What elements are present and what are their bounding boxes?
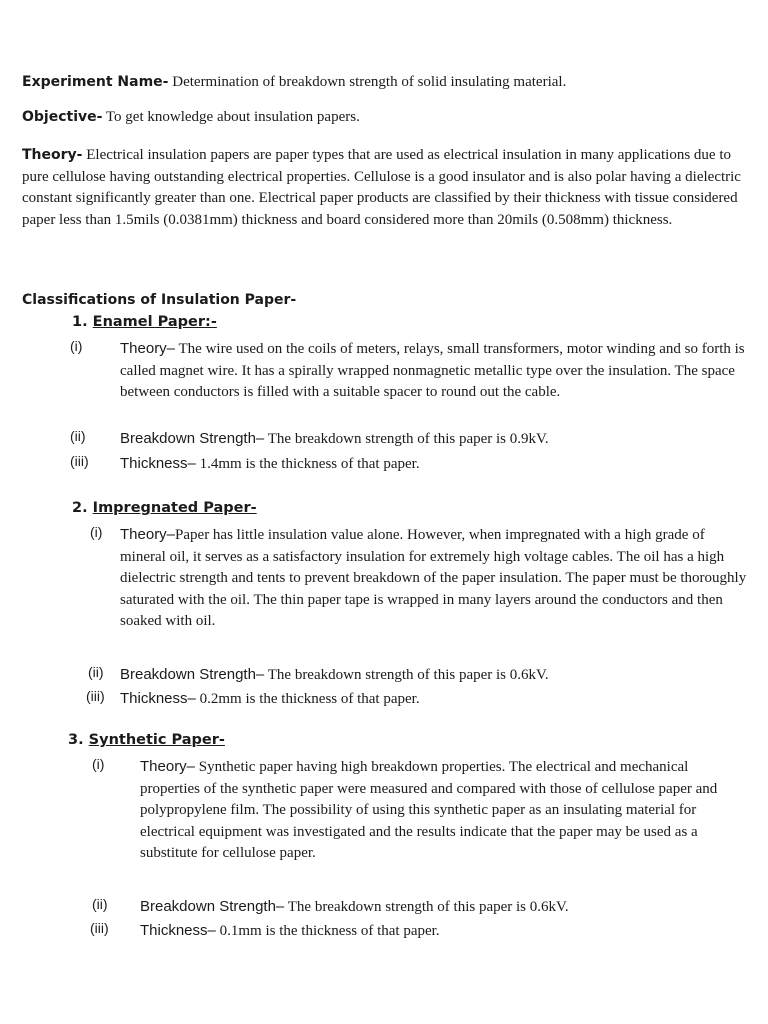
impregnated-paper-number: 2. — [72, 500, 88, 516]
impregnated-item-1-theory — [120, 524, 750, 633]
impregnated-item-1-text: Paper has little insulation value alone. However, when impregnated with a high grade of mineral oil, it serves as a satisfactory insulation for extremely high voltage cables. The oil has a high dielectric strength and tents to prevent breakdown of the paper insulation. The paper must be thoroughly saturated with the oil. The thin paper tape is wrapped in many layers around the conductors and then soaked with oil. — [120, 527, 747, 629]
enamel-item-2-number: (ii) — [70, 428, 86, 444]
impregnated-paper-name: Impregnated Paper- — [92, 500, 257, 516]
impregnated-paper-heading — [72, 500, 257, 516]
enamel-paper-heading — [72, 314, 217, 330]
theory-label: Theory- — [22, 147, 83, 163]
synthetic-paper-name: Synthetic Paper- — [88, 732, 225, 748]
experiment-name-label: Experiment Name- — [22, 74, 169, 90]
synthetic-paper-number: 3. — [68, 732, 84, 748]
impregnated-item-2-text: The breakdown strength of this paper is 0.6kV. — [264, 667, 549, 683]
classifications-title: Classifications of Insulation Paper- — [22, 292, 297, 308]
theory-text: Electrical insulation papers are paper types that are used as electrical insulation in many applications due to pure cellulose having outstanding electrical properties. Cellulose is a good insulator and is also polar having a dielectric constant significantly greater than one. Electrical paper products are classified by their thickness with tissue considered paper less than 1.5mils (0.0381mm) thickness and board considered more than 20mils (0.508mm) thickness. — [22, 147, 741, 228]
enamel-item-2-heading: Breakdown Strength– — [120, 430, 265, 447]
synthetic-item-1-text: Synthetic paper having high breakdown properties. The electrical and mechanical properties of the synthetic paper were measured and compared with those of cellulose paper and polypropylene film. The possibility of using this synthetic paper as an insulating material for electrical equipment was investigated and the results indicate that the paper may be used as a substitute for cellulose paper. — [140, 759, 718, 861]
impregnated-item-2-breakdown — [120, 664, 750, 687]
enamel-paper-name: Enamel Paper:- — [92, 314, 217, 330]
impregnated-item-2-heading: Breakdown Strength– — [120, 666, 265, 683]
synthetic-item-2-text: The breakdown strength of this paper is 0.6kV. — [284, 899, 569, 915]
enamel-item-2-text: The breakdown strength of this paper is 0.9kV. — [264, 431, 549, 447]
synthetic-item-1-heading: Theory– — [140, 758, 196, 775]
enamel-item-3-thickness — [120, 453, 750, 476]
enamel-paper-number: 1. — [72, 314, 88, 330]
synthetic-item-2-number: (ii) — [92, 896, 108, 912]
synthetic-item-3-heading: Thickness– — [140, 922, 216, 939]
synthetic-item-3-number: (iii) — [90, 920, 109, 936]
synthetic-item-1-theory — [140, 756, 750, 865]
enamel-item-1-theory — [120, 338, 750, 404]
enamel-item-3-number: (iii) — [70, 453, 89, 469]
synthetic-item-3-thickness — [140, 920, 750, 943]
impregnated-item-1-number: (i) — [90, 524, 103, 540]
impregnated-item-3-thickness — [120, 688, 750, 711]
objective-text: To get knowledge about insulation papers. — [102, 109, 360, 125]
impregnated-item-3-number: (iii) — [86, 688, 105, 704]
impregnated-item-3-text: 0.2mm is the thickness of that paper. — [195, 691, 420, 707]
synthetic-item-2-heading: Breakdown Strength– — [140, 898, 285, 915]
impregnated-item-1-heading: Theory– — [120, 526, 176, 543]
synthetic-item-3-text: 0.1mm is the thickness of that paper. — [215, 923, 440, 939]
experiment-name-line — [22, 72, 742, 94]
enamel-item-3-text: 1.4mm is the thickness of that paper. — [195, 456, 420, 472]
enamel-item-1-number: (i) — [70, 338, 83, 354]
impregnated-item-3-heading: Thickness– — [120, 690, 196, 707]
enamel-item-2-breakdown — [120, 428, 750, 451]
experiment-name-text: Determination of breakdown strength of solid insulating material. — [168, 74, 567, 90]
theory-paragraph — [22, 145, 742, 231]
objective-line — [22, 107, 742, 129]
enamel-item-1-heading: Theory– — [120, 340, 176, 357]
enamel-item-3-heading: Thickness– — [120, 455, 196, 472]
synthetic-item-2-breakdown — [140, 896, 750, 919]
synthetic-item-1-number: (i) — [92, 756, 105, 772]
impregnated-item-2-number: (ii) — [88, 664, 104, 680]
enamel-item-1-text: The wire used on the coils of meters, relays, small transformers, motor winding and so forth is called magnet wire. It has a spirally wrapped nonmagnetic metallic type over the insulation. The space between conductors is filled with a suitable spacer to round out the cable. — [120, 341, 745, 400]
synthetic-paper-heading — [68, 732, 225, 748]
objective-label: Objective- — [22, 109, 103, 125]
